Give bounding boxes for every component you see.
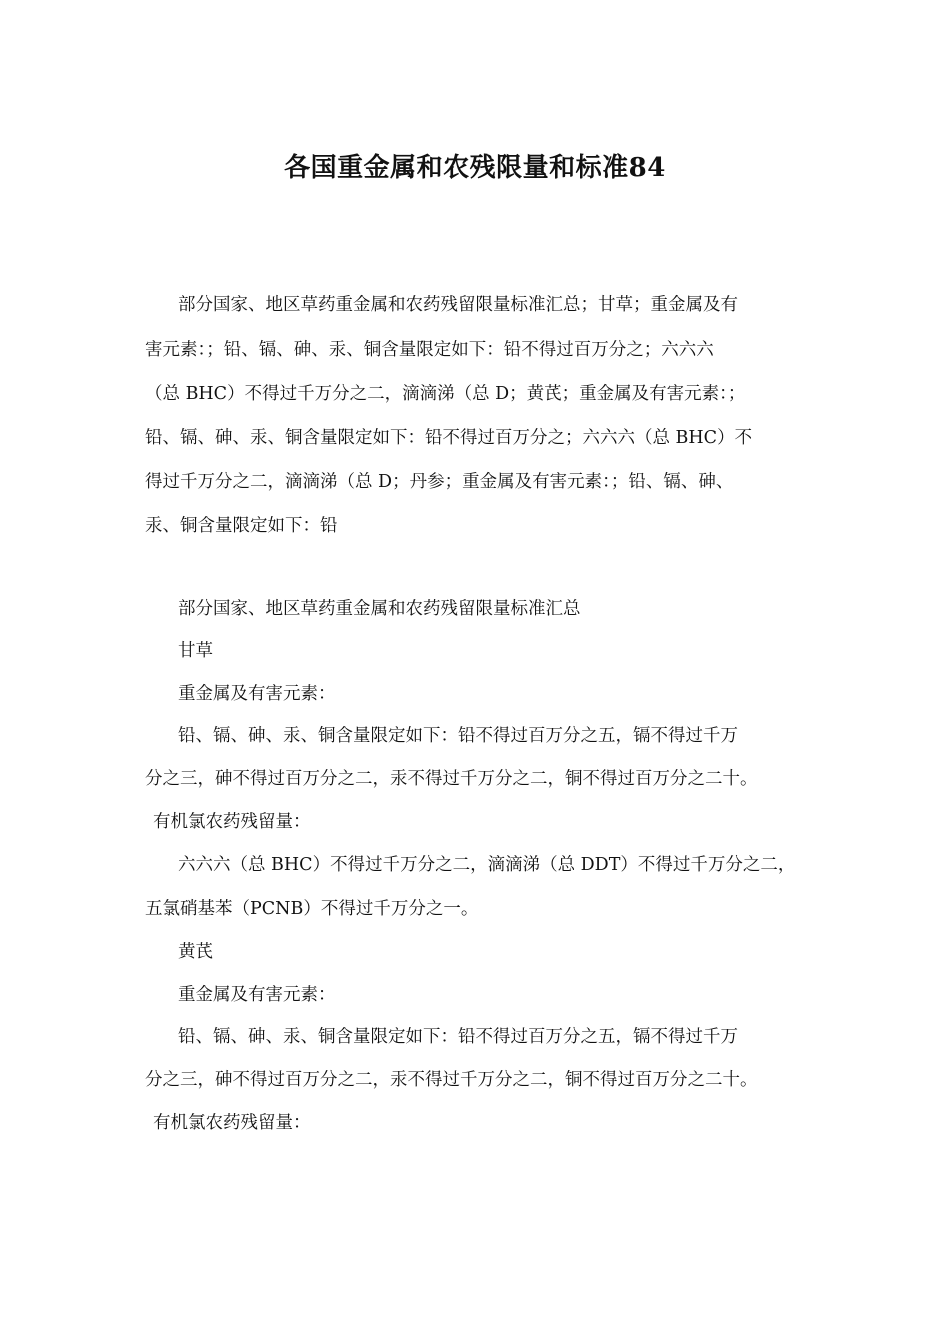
body-line: 六六六（总 BHC）不得过千万分之二，滴滴涕（总 DDT）不得过千万分之二， [178,855,796,875]
body-line: 铅、镉、砷、汞、铜含量限定如下：铅不得过百万分之五，镉不得过千万 [178,1027,738,1047]
herb-name: 甘草 [178,641,213,661]
summary-line: 汞、铜含量限定如下：铅 [145,516,338,536]
summary-line: 部分国家、地区草药重金属和农药残留限量标准汇总；甘草；重金属及有 [178,295,738,315]
subheading: 重金属及有害元素： [178,985,336,1005]
summary-line: 铅、镉、砷、汞、铜含量限定如下：铅不得过百万分之；六六六（总 BHC）不 [145,428,753,448]
subheading: 重金属及有害元素： [178,684,336,704]
section-heading: 部分国家、地区草药重金属和农药残留限量标准汇总 [178,599,581,619]
document-title: 各国重金属和农残限量和标准84 [284,153,666,183]
body-line: 分之三，砷不得过百万分之二，汞不得过千万分之二，铜不得过百万分之二十。 [145,1070,758,1090]
summary-line: （总 BHC）不得过千万分之二，滴滴涕（总 D；黄芪；重金属及有害元素：； [145,384,746,404]
herb-name: 黄芪 [178,942,213,962]
subheading: 有机氯农药残留量： [153,1113,311,1133]
summary-line: 害元素：；铅、镉、砷、汞、铜含量限定如下：铅不得过百万分之；六六六 [145,340,714,360]
body-line: 铅、镉、砷、汞、铜含量限定如下：铅不得过百万分之五，镉不得过千万 [178,726,738,746]
body-line: 分之三，砷不得过百万分之二，汞不得过千万分之二，铜不得过百万分之二十。 [145,769,758,789]
body-line: 五氯硝基苯（PCNB）不得过千万分之一。 [145,899,479,919]
summary-line: 得过千万分之二，滴滴涕（总 D；丹参；重金属及有害元素：；铅、镉、砷、 [145,472,734,492]
subheading: 有机氯农药残留量： [153,812,311,832]
